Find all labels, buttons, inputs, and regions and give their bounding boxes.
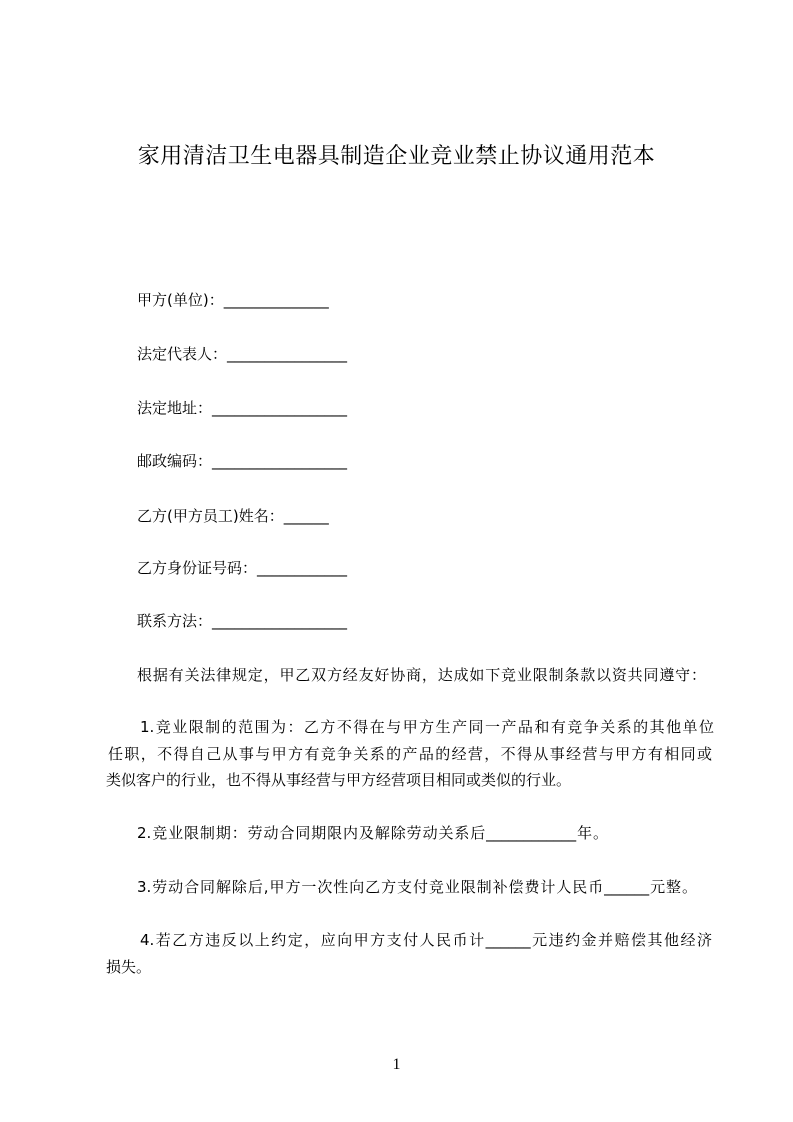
field-label: 乙方(甲方员工)姓名： [137, 507, 284, 525]
field-party-a-unit [137, 290, 329, 310]
field-legal-address [137, 398, 347, 418]
clause-4-line-1: 4.若乙方违反以上约定，应向甲方支付人民币计______元违约金并赔偿其他经济 [140, 931, 712, 949]
field-label: 法定地址： [137, 399, 213, 417]
field-blank: ______ [283, 507, 329, 525]
field-blank: __________________ [212, 612, 348, 630]
field-contact-method [137, 611, 347, 631]
field-label: 法定代表人： [137, 345, 228, 363]
field-label: 联系方法： [137, 612, 213, 630]
field-label: 邮政编码： [137, 452, 213, 470]
field-blank: ______________ [223, 291, 329, 309]
field-party-b-name [137, 506, 329, 526]
field-party-b-id-number [137, 558, 347, 578]
field-label: 乙方身份证号码： [137, 559, 258, 577]
field-label: 甲方(单位)： [137, 291, 224, 309]
clause-3-line-1: 3.劳动合同解除后,甲方一次性向乙方支付竞业限制补偿费计人民币______元整。 [137, 878, 697, 896]
page-number: 1 [392, 1056, 401, 1073]
intro-paragraph: 根据有关法律规定，甲乙双方经友好协商，达成如下竞业限制条款以资共同遵守： [137, 666, 706, 684]
clause-2-line-1: 2.竞业限制期：劳动合同期限内及解除劳动关系后____________年。 [137, 824, 608, 842]
clause-4-line-2: 损失。 [106, 958, 152, 976]
field-blank: ____________ [257, 559, 348, 577]
field-blank: __________________ [212, 399, 348, 417]
field-blank: ________________ [227, 345, 348, 363]
clause-1-line-1: 1.竞业限制的范围为：乙方不得在与甲方生产同一产品和有竞争关系的其他单位 [140, 718, 714, 736]
document-title: 家用清洁卫生电器具制造企业竞业禁止协议通用范本 [137, 144, 656, 169]
field-legal-representative [137, 344, 347, 364]
field-postal-code [137, 451, 347, 471]
clause-1-line-2: 任职，不得自己从事与甲方有竞争关系的产品的经营，不得从事经营与甲方有相同或 [108, 745, 712, 763]
clause-1-line-3: 类似客户的行业，也不得从事经营与甲方经营项目相同或类似的行业。 [106, 771, 572, 789]
field-blank: __________________ [212, 452, 348, 470]
